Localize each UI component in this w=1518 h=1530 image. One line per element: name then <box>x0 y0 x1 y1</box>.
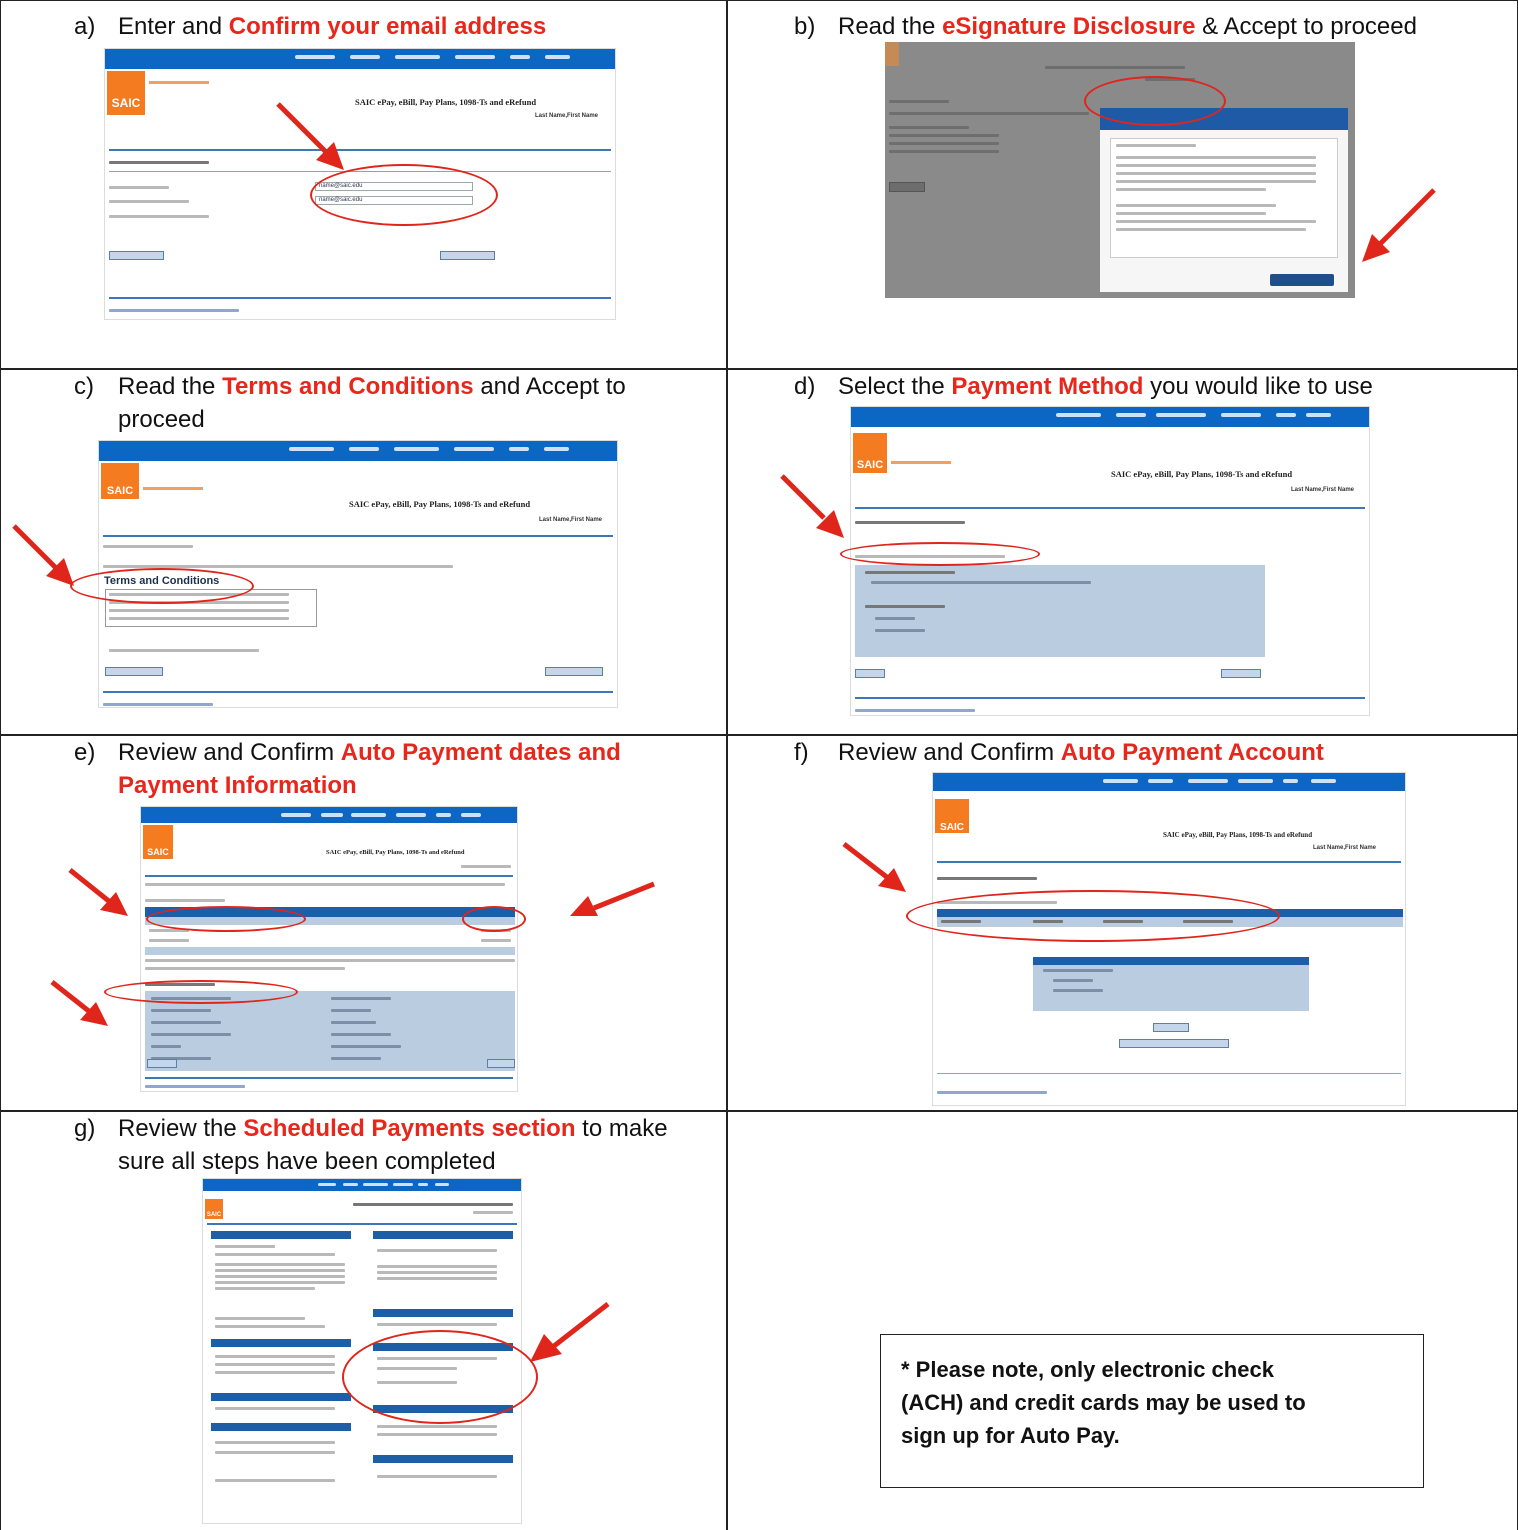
arrow-c <box>8 520 82 594</box>
screenshot-d: SAIC SAIC ePay, eBill, Pay Plans, 1098-Ts and eRefund Last Name,First Name <box>850 406 1370 716</box>
accept-button[interactable] <box>1270 274 1334 286</box>
highlight-ring-payment-method <box>840 542 1040 566</box>
arrow-e1 <box>66 866 132 920</box>
highlight-ring-scheduled-payments <box>342 1330 538 1424</box>
highlight-ring-esignature <box>1084 76 1226 126</box>
screenshot-f: SAIC SAIC ePay, eBill, Pay Plans, 1098-Ts and eRefund Last Name,First Name <box>932 772 1406 1106</box>
cancel-button[interactable] <box>109 251 164 260</box>
arrow-e2 <box>566 880 658 920</box>
highlight-ring-dates <box>146 906 306 932</box>
saic-logo: SAIC <box>107 71 145 115</box>
arrow-a <box>272 98 352 178</box>
auto-pay-note: * Please note, only electronic check (ACH) and credit cards may be used to sign up for Auto Pay. <box>880 1334 1424 1488</box>
highlight-ring-terms <box>70 568 254 604</box>
user-name: Last Name,First Name <box>535 113 599 119</box>
arrow-b <box>1356 184 1440 268</box>
arrow-d <box>776 470 852 546</box>
arrow-f <box>840 840 912 898</box>
arrow-g <box>524 1300 614 1366</box>
highlight-ring-amount <box>462 906 526 932</box>
screenshot-c: SAIC SAIC ePay, eBill, Pay Plans, 1098-Ts and eRefund Last Name,First Name Terms and Conditions <box>98 440 618 708</box>
arrow-e3 <box>48 978 112 1030</box>
confirm-email-field[interactable]: name@saic.edu <box>315 196 473 205</box>
site-title: SAIC ePay, eBill, Pay Plans, 1098-Ts and eRefund <box>355 97 537 107</box>
highlight-ring-auto-account <box>906 890 1280 942</box>
continue-button[interactable] <box>440 251 495 260</box>
screenshot-g: SAIC <box>202 1178 522 1524</box>
email-field[interactable]: name@saic.edu <box>315 182 473 191</box>
screenshot-e: SAIC SAIC ePay, eBill, Pay Plans, 1098-Ts and eRefund <box>140 806 518 1092</box>
highlight-ring-payment-info <box>104 980 298 1004</box>
terms-heading: Terms and Conditions <box>104 575 220 587</box>
